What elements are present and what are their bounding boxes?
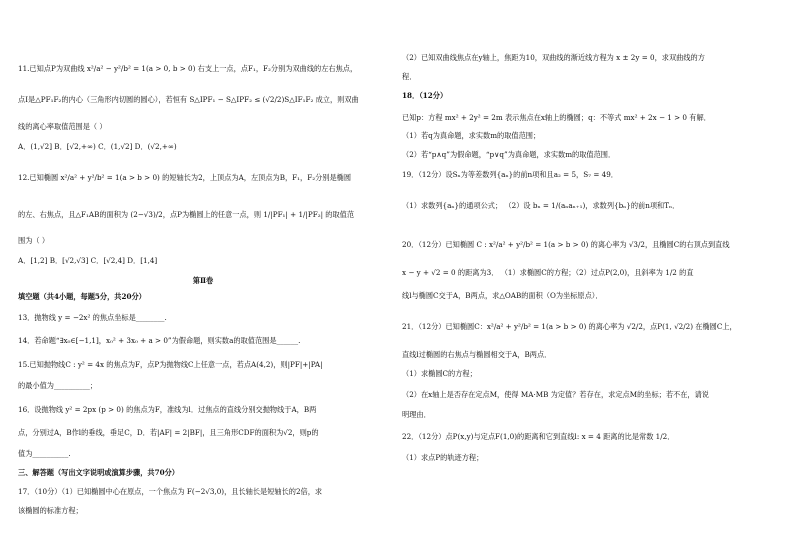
text-line-q18-heading: 18．（12分） bbox=[402, 91, 448, 100]
text-line-q11-c: 线的离心率取值范围是（ ） bbox=[18, 122, 107, 131]
text-line-q11-b: 点I是△PF₁F₂的内心（三角形内切圆的圆心），若恒有 S△IPF₁ − S△IPF₂ ≤ (√2/2)S△IF₁F₂ 成立，则双曲 bbox=[18, 95, 359, 104]
text-line-q20-b: x − y + √2 = 0 的距离为3． （1）求椭圆C的方程；（2）过点P(2,0)，且斜率为 1/2 的直 bbox=[402, 268, 694, 277]
column-divider bbox=[396, 40, 397, 540]
text-line-q12-b: 的左、右焦点，且△F₁AB的面积为 (2−√3)/2，点P为椭圆上的任意一点，则 1/|PF₁| + 1/|PF₂| 的取值范 bbox=[18, 210, 355, 219]
text-line-answer-heading: 三、解答题（写出文字说明或演算步骤，共70分） bbox=[18, 468, 179, 477]
text-line-q21-b: 直线l过椭圆的右焦点与椭圆相交于A，B两点． bbox=[402, 350, 552, 359]
text-line-q11-a: 11.已知点P为双曲线 x²/a² − y²/b² = 1(a > 0, b > 0) 右支上一点，点F₁，F₂分别为双曲线的左右焦点， bbox=[18, 64, 358, 73]
text-line-q18-c: （2）若“p∧q”为假命题，“p∨q”为真命题，求实数m的取值范围． bbox=[402, 150, 616, 159]
text-line-q21-e: 明理由． bbox=[402, 410, 431, 419]
text-line-q17-c: （2）已知双曲线焦点在y轴上，焦距为10，双曲线的渐近线方程为 x ± 2y = 0，求双曲线的方 bbox=[402, 53, 705, 62]
text-line-q12-c: 围为（ ） bbox=[18, 236, 50, 245]
text-line-q19-a: 19．（12分）设Sₙ为等差数列{aₙ}的前n项和且a₂ = 5，S₇ = 49． bbox=[402, 170, 618, 179]
text-line-q16-b: 点，分别过A，B作l的垂线，垂足C，D．若|AF| = 2|BF|，且三角形CDF的面积为√2，则p的 bbox=[18, 428, 319, 437]
text-line-q11-options: A．(1,√2] B．[√2,+∞) C．(1,√2] D．(√2,+∞) bbox=[18, 142, 177, 151]
text-line-q21-a: 21．（12分）已知椭圆C：x²/a² + y²/b² = 1(a > b > 0) 的离心率为 √2/2，点P(1, √2/2) 在椭圆C上， bbox=[402, 322, 737, 331]
text-line-q15-a: 15.已知抛物线C : y² = 4x 的焦点为F，点P为抛物线C上任意一点，若点A(4,2)，则|PF|+|PA| bbox=[18, 360, 323, 369]
text-line-q22-b: （1）求点P的轨迹方程； bbox=[402, 453, 484, 462]
text-line-q18-a: 已知p：方程 mx² + 2y² = 2m 表示焦点在x轴上的椭圆；q：不等式 mx² + 2x − 1 > 0 有解． bbox=[402, 113, 711, 122]
text-line-q16-c: 值为__________. bbox=[18, 449, 71, 458]
text-line-q17-d: 程． bbox=[402, 72, 417, 81]
text-line-part2-title: 第Ⅱ卷 bbox=[192, 276, 214, 285]
text-line-q17-a: 17．（10分）（1）已知椭圆中心在原点，一个焦点为 F(−2√3,0)，且长轴长是短轴长的2倍，求 bbox=[18, 487, 323, 496]
text-line-q21-d: （2）在x轴上是否存在定点M，使得 MA·MB 为定值？若存在，求定点M的坐标；若不在，请说 bbox=[402, 390, 709, 399]
text-line-q18-b: （1）若q为真命题，求实数m的取值范围； bbox=[402, 131, 541, 140]
text-line-q12-options: A．[1,2] B．[√2,√3] C．[√2,4] D．[1,4] bbox=[18, 256, 158, 265]
text-line-q21-c: （1）求椭圆C的方程； bbox=[402, 369, 477, 378]
text-line-q14: 14．若命题“∃x₀∈[−1,1]，x₀² + 3x₀ + a > 0”为假命题，则实数a的取值范围是______. bbox=[18, 336, 301, 345]
text-line-q12-a: 12.已知椭圆 x²/a² + y²/b² = 1(a > b > 0) 的短轴长为2，上顶点为A，左顶点为B，F₁，F₂分别是椭圆 bbox=[18, 173, 352, 182]
text-line-q16-a: 16．设抛物线 y² = 2px (p > 0) 的焦点为F，准线为l．过焦点的直线分别交抛物线于A，B两 bbox=[18, 405, 317, 414]
text-line-q20-a: 20．（12分）已知椭圆 C : x²/a² + y²/b² = 1(a > b > 0) 的离心率为 √3/2，且椭圆C的右顶点到直线 bbox=[402, 240, 730, 249]
text-line-q20-c: 线l与椭圆C交于A，B两点，求△OAB的面积（O为坐标原点）． bbox=[402, 291, 603, 300]
text-line-q13: 13．抛物线 y = −2x² 的焦点坐标是________. bbox=[18, 313, 167, 322]
text-line-q19-b: （1）求数列{aₙ}的通项公式； （2）设 bₙ = 1/(aₙaₙ₊₁)，求数列{bₙ}的前n项和Tₙ． bbox=[402, 201, 680, 210]
text-line-fill-heading: 填空题（共4小题，每题5分，共20分） bbox=[18, 292, 146, 301]
text-line-q22-a: 22．（12分）点P(x,y)与定点F(1,0)的距离和它到直线l: x = 4 距离的比是常数 1/2． bbox=[402, 432, 675, 441]
text-line-q17-b: 该椭圆的标准方程； bbox=[18, 506, 83, 515]
text-line-q15-b: 的最小值为__________； bbox=[18, 381, 98, 390]
